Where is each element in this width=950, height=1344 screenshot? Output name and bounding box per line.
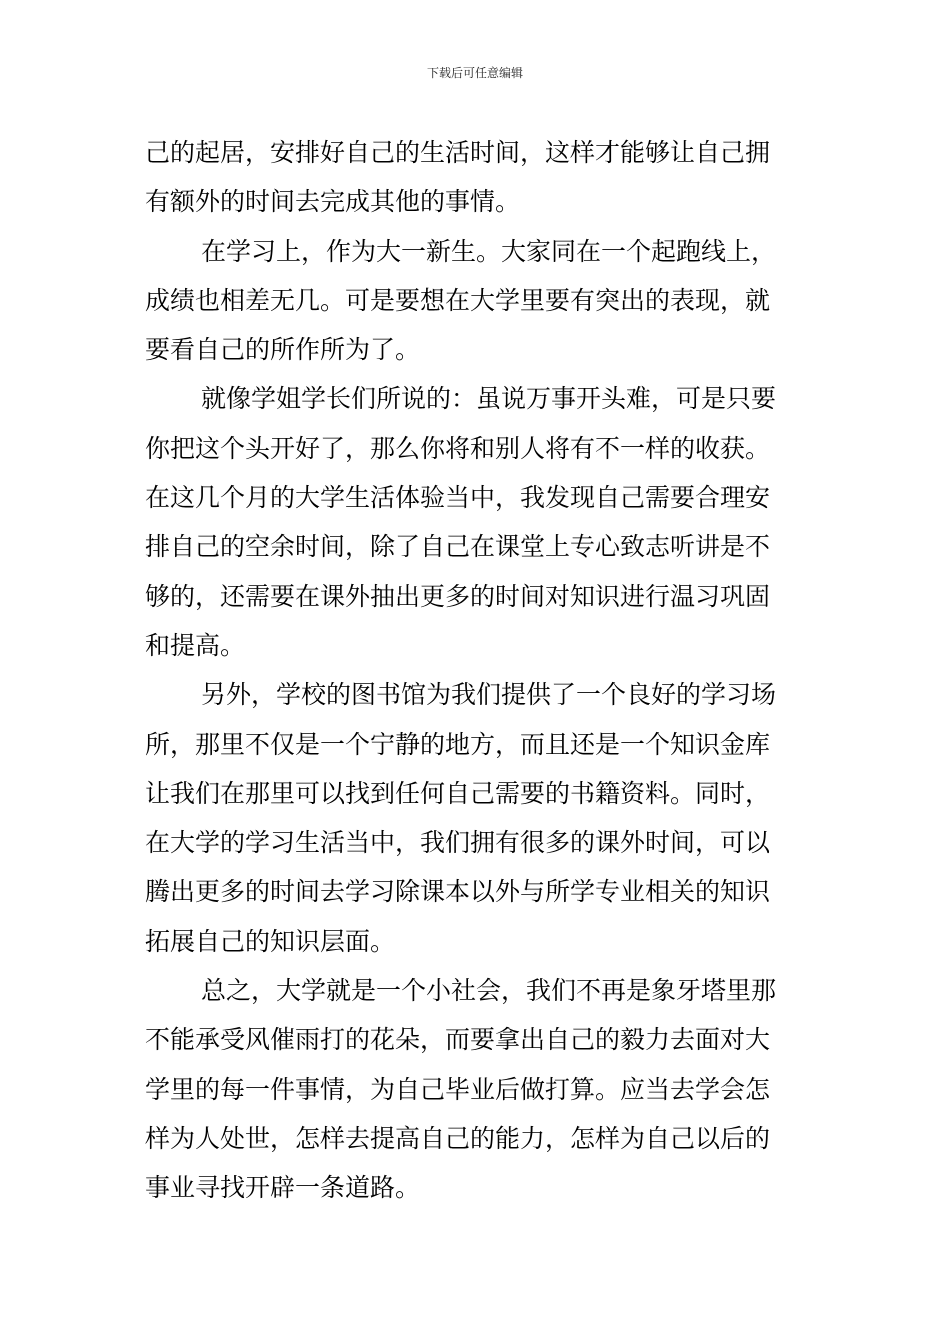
text-line: 总之，大学就是一个小社会，我们不再是象牙塔里那	[201, 976, 777, 1006]
text-line: 腾出更多的时间去学习除课本以外与所学专业相关的知识	[145, 877, 771, 907]
text-line: 己的起居，安排好自己的生活时间，这样才能够让自己拥	[145, 138, 771, 167]
text-line: 有额外的时间去完成其他的事情。	[145, 187, 521, 217]
paragraph	[145, 670, 805, 966]
paragraph	[145, 374, 805, 670]
text-line: 事业寻找开辟一条道路。	[145, 1173, 421, 1203]
text-line: 在学习上，作为大一新生。大家同在一个起跑线上，	[201, 236, 777, 266]
text-line: 够的，还需要在课外抽出更多的时间对知识进行温习巩固	[145, 581, 771, 611]
text-line: 学里的每一件事情，为自己毕业后做打算。应当去学会怎	[145, 1074, 771, 1104]
text-line: 和提高。	[145, 630, 246, 660]
text-line: 让我们在那里可以找到任何自己需要的书籍资料。同时，	[145, 778, 771, 808]
paragraph	[145, 227, 805, 375]
document-body	[145, 128, 805, 1213]
paragraph	[145, 966, 805, 1212]
text-line: 样为人处世，怎样去提高自己的能力，怎样为自己以后的	[145, 1123, 771, 1153]
text-line: 另外，学校的图书馆为我们提供了一个良好的学习场	[201, 680, 777, 710]
text-line: 在这几个月的大学生活体验当中，我发现自己需要合理安	[145, 483, 771, 513]
text-line: 在大学的学习生活当中，我们拥有很多的课外时间，可以	[145, 828, 771, 858]
text-line: 不能承受风催雨打的花朵，而要拿出自己的毅力去面对大	[145, 1025, 771, 1055]
paragraph	[145, 128, 805, 227]
page-header: 下载后可任意编辑	[426, 66, 523, 80]
text-line: 拓展自己的知识层面。	[145, 926, 396, 956]
text-line: 就像学姐学长们所说的：虽说万事开头难，可是只要	[201, 384, 777, 414]
text-line: 要看自己的所作所为了。	[145, 335, 421, 365]
text-line: 所，那里不仅是一个宁静的地方，而且还是一个知识金库	[145, 729, 771, 759]
text-line: 你把这个头开好了，那么你将和别人将有不一样的收获。	[145, 433, 771, 463]
text-line: 排自己的空余时间，除了自己在课堂上专心致志听讲是不	[145, 532, 771, 562]
text-line: 成绩也相差无几。可是要想在大学里要有突出的表现，就	[145, 285, 771, 315]
